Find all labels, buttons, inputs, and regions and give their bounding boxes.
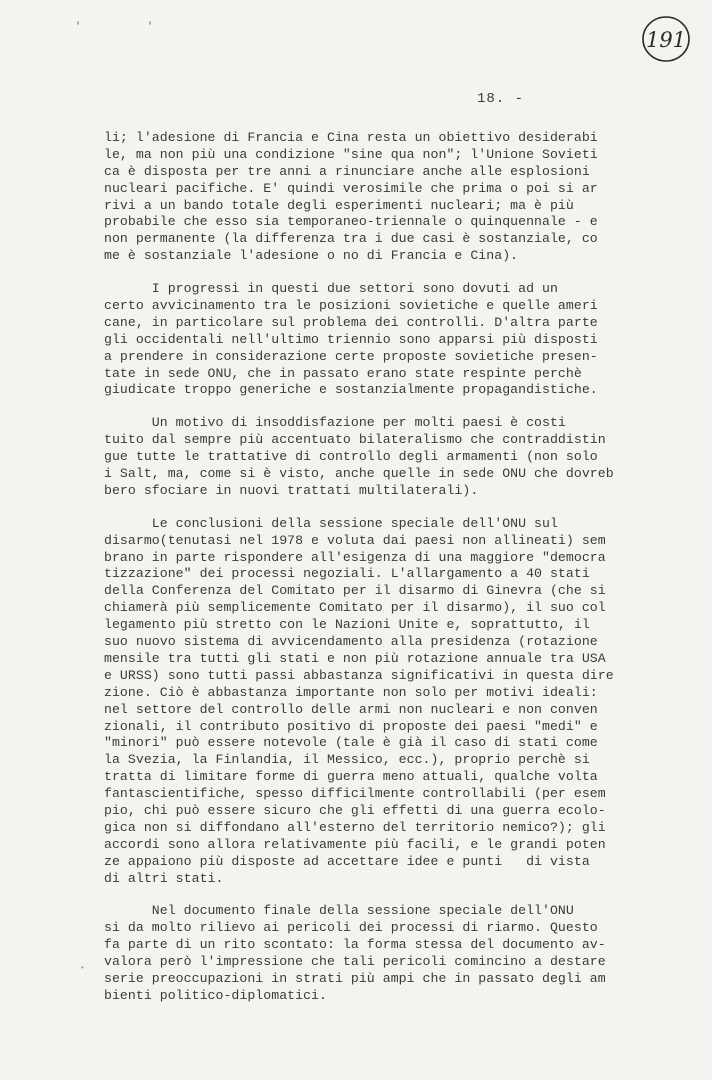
paragraph-1 <box>104 130 624 265</box>
text-line: tuito dal sempre più accentuato bilateralismo che contraddistin <box>104 432 606 448</box>
text-line: cane, in particolare sul problema dei controlli. D'altra parte <box>104 314 598 330</box>
scan-specks: ' ' <box>75 22 184 33</box>
text-line: suo nuovo sistema di avvicendamento alla presidenza (rotazione <box>104 634 598 650</box>
text-line: gli occidentali nell'ultimo triennio sono apparsi più disposti <box>104 331 598 347</box>
text-line: Un motivo di insoddisfazione per molti paesi è costi <box>104 415 566 431</box>
text-line: valora però l'impressione che tali pericoli comincino a destare <box>104 954 606 970</box>
text-line: serie preoccupazioni in strati più ampi che in passato degli am <box>104 970 606 986</box>
archive-stamp <box>640 14 692 64</box>
page-number: 18. - <box>477 91 525 107</box>
text-line: si da molto rilievo ai pericoli dei processi di riarmo. Questo <box>104 920 598 936</box>
text-line: della Conferenza del Comitato per il disarmo di Ginevra (che si <box>104 583 606 599</box>
paragraph-4 <box>104 516 624 888</box>
paragraph-2 <box>104 281 624 399</box>
text-line: legamento più stretto con le Nazioni Unite e, soprattutto, il <box>104 617 590 633</box>
text-line: brano in parte rispondere all'esigenza di una maggiore "democra <box>104 549 606 565</box>
text-line: le, ma non più una condizione "sine qua non"; l'Unione Sovieti <box>104 146 598 162</box>
text-line: accordi sono allora relativamente più facili, e le grandi poten <box>104 836 606 852</box>
text-line: fa parte di un rito scontato: la forma stessa del documento av- <box>104 937 606 953</box>
archive-stamp-number: 191 <box>645 28 687 52</box>
text-line: li; l'adesione di Francia e Cina resta un obiettivo desiderabi <box>104 130 598 145</box>
text-line: i Salt, ma, come si è visto, anche quelle in sede ONU che dovreb <box>104 466 614 482</box>
body-text <box>104 130 624 1005</box>
text-line: zionali, il contributo positivo di proposte dei paesi "medi" e <box>104 718 598 734</box>
paragraph-5 <box>104 903 624 1004</box>
text-line: ze appaiono più disposte ad accettare idee e punti di vista <box>104 853 590 869</box>
text-line: rivi a un bando totale degli esperimenti nucleari; ma è più <box>104 197 574 213</box>
text-line: tizzazione" dei processi negoziali. L'allargamento a 40 stati <box>104 566 590 582</box>
archive-stamp-circle-icon <box>640 14 692 64</box>
text-line: gica non si diffondano all'esterno del territorio nemico?); gli <box>104 819 606 835</box>
text-line: giudicate troppo generiche e sostanzialmente propagandistiche. <box>104 382 598 398</box>
text-line: e URSS) sono tutti passi abbastanza significativi in questa dire <box>104 667 614 683</box>
text-line: a prendere in considerazione certe proposte sovietiche presen- <box>104 348 598 364</box>
text-line: pio, chi può essere sicuro che gli effetti di una guerra ecolo- <box>104 802 606 818</box>
paragraph-3 <box>104 415 624 499</box>
text-line: bienti politico-diplomatici. <box>104 987 327 1003</box>
text-line: chiamerà più semplicemente Comitato per il disarmo), il suo col <box>104 600 606 616</box>
text-line: tratta di limitare forme di guerra meno attuali, qualche volta <box>104 769 598 785</box>
text-line: mensile tra tutti gli stati e non più rotazione annuale tra USA <box>104 650 606 666</box>
text-line: tate in sede ONU, che in passato erano state respinte perchè <box>104 365 582 381</box>
text-line: nucleari pacifiche. E' quindi verosimile che prima o poi si ar <box>104 180 598 196</box>
text-line: la Svezia, la Finlandia, il Messico, ecc.), proprio perchè si <box>104 752 590 768</box>
text-line: bero sfociare in nuovi trattati multilaterali). <box>104 482 479 498</box>
text-line: Le conclusioni della sessione speciale dell'ONU sul <box>104 515 558 531</box>
text-line: non permanente (la differenza tra i due casi è sostanziale, co <box>104 231 598 247</box>
text-line: gue tutte le trattative di controllo degli armamenti (non solo <box>104 449 598 465</box>
text-line: ca è disposta per tre anni a rinunciare anche alle esplosioni <box>104 163 590 179</box>
text-line: "minori" può essere notevole (tale è già il caso di stati come <box>104 735 598 751</box>
text-line: probabile che esso sia temporaneo-triennale o quinquennale - e <box>104 214 598 230</box>
text-line: zione. Ciò è abbastanza importante non solo per motivi ideali: <box>104 684 598 700</box>
text-line: nel settore del controllo delle armi non nucleari e non conven <box>104 701 598 717</box>
text-line: I progressi in questi due settori sono dovuti ad un <box>104 281 558 297</box>
scan-mark: • <box>80 964 85 973</box>
text-line: certo avvicinamento tra le posizioni sovietiche e quelle ameri <box>104 298 598 314</box>
text-line: fantascientifiche, spesso difficilmente controllabili (per esem <box>104 786 606 802</box>
text-line: me è sostanziale l'adesione o no di Francia e Cina). <box>104 248 519 264</box>
text-line: Nel documento finale della sessione speciale dell'ONU <box>104 903 574 919</box>
text-line: disarmo(tenutasi nel 1978 e voluta dai paesi non allineati) sem <box>104 532 606 548</box>
text-line: di altri stati. <box>104 870 224 886</box>
